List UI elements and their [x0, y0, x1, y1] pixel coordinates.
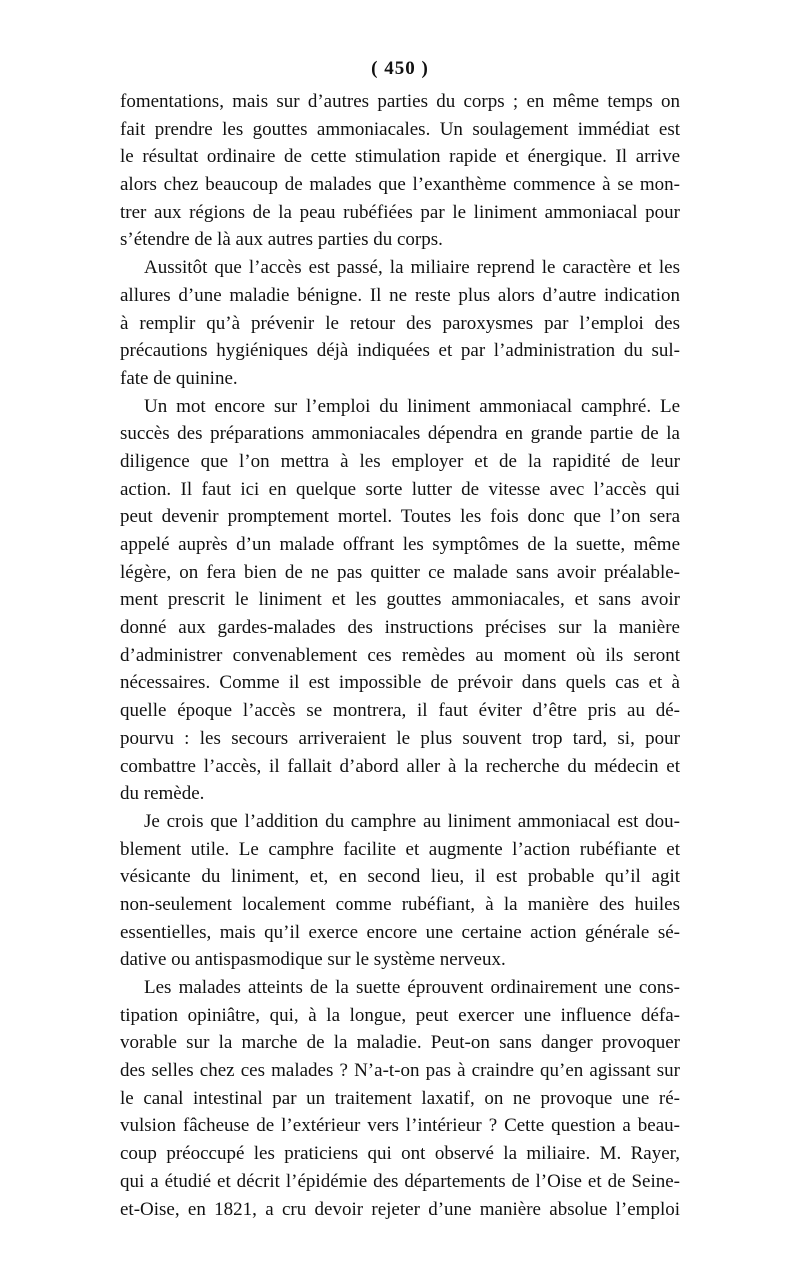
text-line: fomentations, mais sur d’autres parties du corps ; en même temps on	[120, 91, 680, 112]
text-line: trer aux régions de la peau rubéfiées par le liniment ammoniacal pour	[120, 201, 680, 223]
text-line: Les malades atteints de la suette éprouvent ordinairement une cons-	[144, 977, 680, 998]
paragraph	[120, 393, 680, 808]
text-line: qui a étudié et décrit l’épidémie des départements de l’Oise et de Seine-	[120, 1170, 680, 1192]
text-line: d’administrer convenablement ces remèdes au moment où ils seront	[120, 644, 680, 666]
text-line: alors chez beaucoup de malades que l’exanthème commence à se mon-	[120, 174, 680, 196]
text-line: blement utile. Le camphre facilite et augmente l’action rubéfiante et	[120, 838, 680, 860]
paragraph	[120, 254, 680, 392]
text-line: légère, on fera bien de ne pas quitter ce malade sans avoir préalable-	[120, 561, 680, 583]
text-line: Aussitôt que l’accès est passé, la miliaire reprend le caractère et les	[144, 257, 680, 279]
text-line: ment prescrit le liniment et les gouttes ammoniacales, et sans avoir	[120, 589, 680, 611]
text-line: fait prendre les gouttes ammoniacales. Un soulagement immédiat est	[120, 118, 680, 140]
text-line: succès des préparations ammoniacales dépendra en grande partie de la	[120, 423, 680, 445]
text-line: des selles chez ces malades ? N’a-t-on pas à craindre qu’en agissant sur	[120, 1060, 680, 1082]
text-line: nécessaires. Comme il est impossible de prévoir dans quels cas et à	[120, 672, 680, 694]
paragraph	[120, 974, 680, 1223]
text-line: du remède.	[120, 783, 205, 805]
page-number: ( 450 )	[371, 58, 429, 79]
text-line: coup préoccupé les praticiens qui ont observé la miliaire. M. Rayer,	[120, 1143, 680, 1165]
text-line: allures d’une maladie bénigne. Il ne reste plus alors d’autre indication	[120, 284, 680, 306]
text-line: combattre l’accès, il fallait d’abord aller à la recherche du médecin et	[120, 755, 680, 777]
text-line: donné aux gardes-malades des instructions précises sur la manière	[120, 617, 680, 639]
text-line: et-Oise, en 1821, a cru devoir rejeter d’une manière absolue l’emploi	[120, 1198, 680, 1220]
text-line: vorable sur la marche de la maladie. Peut-on sans danger provoquer	[120, 1032, 680, 1054]
body-text	[120, 88, 680, 1223]
paragraph	[120, 88, 680, 254]
text-line: tipation opiniâtre, qui, à la longue, peut exercer une influence défa-	[120, 1004, 680, 1026]
text-line: quelle époque l’accès se montrera, il faut éviter d’être pris au dé-	[120, 700, 680, 722]
text-line: s’étendre de là aux autres parties du corps.	[120, 229, 443, 251]
text-line: non-seulement localement comme rubéfiant, à la manière des huiles	[120, 893, 680, 915]
text-line: le canal intestinal par un traitement laxatif, on ne provoque une ré-	[120, 1087, 680, 1109]
text-line: appelé auprès d’un malade offrant les symptômes de la suette, même	[120, 534, 680, 555]
text-line: Je crois que l’addition du camphre au liniment ammoniacal est dou-	[144, 810, 680, 832]
paragraph	[120, 808, 680, 974]
text-line: peut devenir promptement mortel. Toutes les fois donc que l’on sera	[120, 506, 680, 528]
text-line: fate de quinine.	[120, 367, 238, 389]
text-line: Un mot encore sur l’emploi du liniment ammoniacal camphré. Le	[144, 395, 680, 417]
text-line: action. Il faut ici en quelque sorte lutter de vitesse avec l’accès qui	[120, 478, 680, 500]
text-line: précautions hygiéniques déjà indiquées et par l’administration du sul-	[120, 340, 680, 362]
text-line: essentielles, mais qu’il exerce encore une certaine action générale sé-	[120, 921, 680, 943]
text-line: dative ou antispasmodique sur le système nerveux.	[120, 949, 506, 971]
text-line: vulsion fâcheuse de l’extérieur vers l’intérieur ? Cette question a beau-	[120, 1115, 680, 1137]
text-line: pourvu : les secours arriveraient le plus souvent trop tard, si, pour	[120, 727, 680, 749]
text-line: vésicante du liniment, et, en second lieu, il est probable qu’il agit	[120, 866, 680, 888]
text-line: à remplir qu’à prévenir le retour des paroxysmes par l’emploi des	[120, 312, 680, 334]
text-line: diligence que l’on mettra à les employer et de la rapidité de leur	[120, 450, 680, 472]
text-line: le résultat ordinaire de cette stimulation rapide et énergique. Il arrive	[120, 146, 680, 168]
